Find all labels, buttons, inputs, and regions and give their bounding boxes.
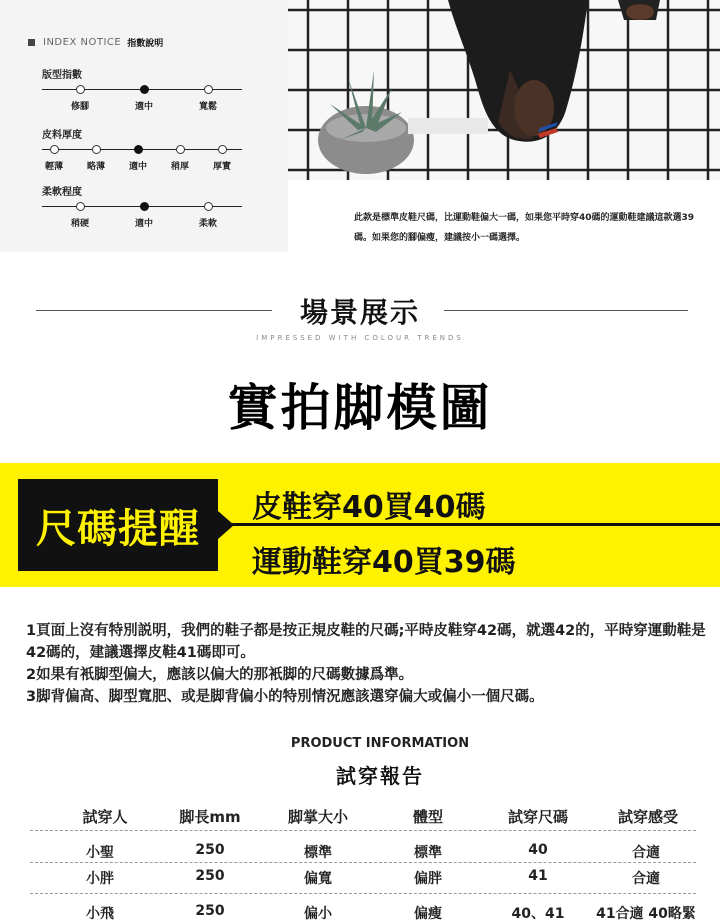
build-cell: 偏瘦 [414, 906, 442, 921]
column-header-tester: 試穿人 [82, 808, 128, 826]
scale-option-label: 稍厚 [170, 162, 190, 172]
scale-dot [204, 202, 213, 211]
photo-section-title: 實拍脚模圖 [227, 379, 493, 437]
tester-cell: 小胖 [86, 871, 114, 887]
scale-option-label: 稍硬 [70, 219, 90, 229]
scale-dot [50, 145, 59, 154]
scale-dot [76, 85, 85, 94]
scale-option-label: 適中 [128, 162, 148, 172]
foot-length-cell: 250 [195, 868, 225, 884]
row-divider [30, 893, 696, 894]
scale-dot [76, 202, 85, 211]
scale-option-label: 厚實 [212, 162, 232, 172]
foot-width-cell: 偏小 [304, 906, 332, 921]
foot-width-cell: 標準 [304, 845, 332, 861]
column-header-foot-width: 脚掌大小 [287, 808, 349, 826]
column-header-build: 體型 [412, 808, 444, 826]
scale-option-label: 適中 [134, 102, 154, 112]
tester-cell: 小飛 [86, 906, 114, 921]
leather-shoe-size-rule: 皮鞋穿40買40碼 [252, 490, 486, 525]
sneaker-size-rule: 運動鞋穿40買39碼 [252, 545, 516, 580]
scale-dot-selected [134, 145, 143, 154]
tester-cell: 小聖 [86, 845, 114, 861]
index-notice-panel [0, 0, 288, 252]
index-notice-title-zh: 指數說明 [127, 39, 164, 49]
foot-width-cell: 偏寬 [304, 871, 332, 887]
trial-size-cell: 41 [528, 868, 548, 884]
fit-note: 此款是標準皮鞋尺碼，比運動鞋偏大一碼，如果您平時穿40碼的運動鞋建議這款選39碼。如果您的腳偏瘦，建議按小一碼選擇。 [354, 213, 695, 243]
index-notice-title: INDEX NOTICE [43, 37, 122, 48]
scene-subtitle: IMPRESSED WITH COLOUR TRENDS [256, 334, 464, 342]
trial-size-cell: 40 [528, 842, 548, 858]
build-cell: 標準 [414, 845, 442, 861]
feeling-cell: 合適 [632, 845, 660, 861]
size-note: 1頁面上沒有特別説明，我們的鞋子都是按正規皮鞋的尺碼;平時皮鞋穿42碼，就選42的，平時穿運動鞋是42碼的，建議選擇皮鞋41碼即可。 [26, 623, 706, 661]
scale-dot [218, 145, 227, 154]
trial-size-cell: 40、41 [511, 906, 565, 921]
scale-option-label: 略薄 [86, 162, 106, 172]
foot-length-cell: 250 [195, 842, 225, 858]
scale-option-label: 適中 [134, 219, 154, 229]
size-note: 3脚背偏高、脚型寬肥、或是脚背偏小的特別情況應該選穿偏大或偏小一個尺碼。 [26, 689, 544, 705]
column-header-feeling: 試穿感受 [617, 808, 679, 826]
column-header-trial-size: 試穿尺碼 [507, 808, 569, 826]
scale-option-label: 修腳 [70, 102, 90, 112]
size-reminder-label: 尺碼提醒 [36, 505, 200, 552]
shoe-photo-illustration [288, 0, 720, 180]
size-notes [26, 620, 706, 708]
scale-dot [176, 145, 185, 154]
build-cell: 偏胖 [414, 871, 442, 887]
scale-option-label: 柔軟 [198, 219, 218, 229]
size-note: 2如果有衹脚型偏大，應該以偏大的那衹脚的尺碼數據爲準。 [26, 667, 414, 683]
row-divider [30, 862, 696, 863]
scene-title: 場景展示 [299, 296, 420, 329]
scale-label: 皮料厚度 [42, 130, 82, 141]
square-bullet-icon [28, 39, 35, 46]
scale-option-label: 寬鬆 [198, 102, 218, 112]
scale-label: 柔軟程度 [42, 187, 82, 198]
column-header-foot-length: 脚長mm [179, 808, 241, 826]
foot-length-cell: 250 [195, 903, 225, 919]
index-notice-header [28, 36, 163, 49]
fitting-report-title: 試穿報告 [336, 764, 424, 788]
product-photo [288, 0, 720, 180]
scale-dot-selected [140, 202, 149, 211]
size-reminder-label-box [18, 479, 218, 571]
scale-dot [92, 145, 101, 154]
feeling-cell: 合適 [632, 871, 660, 887]
row-divider [30, 830, 696, 831]
product-info-heading: PRODUCT INFORMATION [290, 736, 470, 751]
scale-dot-selected [140, 85, 149, 94]
scale-option-label: 輕薄 [44, 162, 64, 172]
feeling-cell: 41合適 40略緊 [596, 906, 696, 921]
scale-dot [204, 85, 213, 94]
scale-label: 版型指數 [42, 70, 82, 81]
